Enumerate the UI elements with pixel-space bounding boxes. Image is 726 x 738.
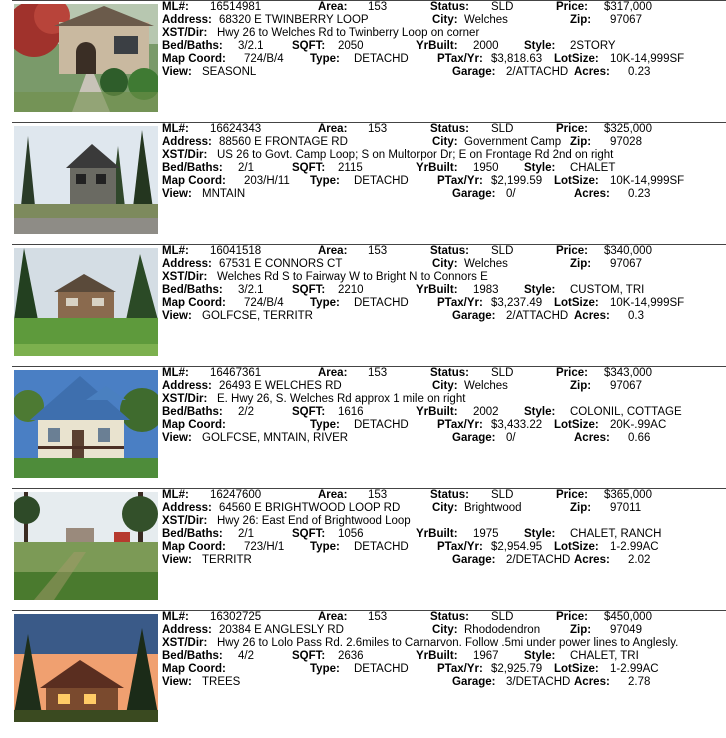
- address-value: 88560 E FRONTAGE RD: [219, 136, 348, 148]
- ml-value: 16514981: [210, 1, 262, 13]
- ml-label: ML#:: [162, 367, 189, 379]
- type-value: DETACHD: [354, 175, 409, 187]
- garage-value: 2/ATTACHD: [506, 310, 569, 322]
- garage-label: Garage:: [452, 554, 496, 566]
- price-value: $317,000: [604, 1, 652, 13]
- price-label: Price:: [556, 245, 588, 257]
- address-value: 26493 E WELCHES RD: [219, 380, 342, 392]
- yrbuilt-label: YrBuilt:: [416, 528, 458, 540]
- xst-label: XST/Dir:: [162, 393, 208, 405]
- garage-label: Garage:: [452, 188, 496, 200]
- area-label: Area:: [318, 1, 348, 13]
- price-value: $340,000: [604, 245, 652, 257]
- style-label: Style:: [524, 162, 556, 174]
- ptax-value: $2,199.59: [491, 175, 543, 187]
- sqft-value: 2115: [338, 162, 363, 174]
- area-label: Area:: [318, 611, 348, 623]
- garage-value: 3/DETACHD: [506, 676, 571, 688]
- status-label: Status:: [430, 611, 469, 623]
- status-label: Status:: [430, 245, 469, 257]
- listing-row: [0, 366, 726, 488]
- view-value: GOLFCSE, MNTAIN, RIVER: [202, 432, 349, 444]
- lotsize-value: 10K-14,999SF: [610, 297, 685, 309]
- area-value: 153: [368, 489, 388, 501]
- city-label: City:: [432, 258, 458, 270]
- status-value: SLD: [491, 611, 514, 623]
- type-label: Type:: [310, 541, 340, 553]
- status-value: SLD: [491, 489, 514, 501]
- lotsize-label: LotSize:: [554, 419, 599, 431]
- sqft-label: SQFT:: [292, 284, 326, 296]
- ml-value: 16624343: [210, 123, 262, 135]
- zip-value: 97028: [610, 136, 642, 148]
- sqft-label: SQFT:: [292, 40, 326, 52]
- address-value: 67531 E CONNORS CT: [219, 258, 343, 270]
- area-label: Area:: [318, 123, 348, 135]
- style-value: CHALET: [570, 162, 616, 174]
- style-label: Style:: [524, 284, 556, 296]
- garage-value: 2/DETACHD: [506, 554, 571, 566]
- lotsize-label: LotSize:: [554, 541, 599, 553]
- style-label: Style:: [524, 40, 556, 52]
- price-label: Price:: [556, 489, 588, 501]
- ptax-value: $3,237.49: [491, 297, 543, 309]
- view-label: View:: [162, 188, 192, 200]
- listing-row: [0, 244, 726, 366]
- style-value: CHALET, TRI: [570, 650, 639, 662]
- zip-label: Zip:: [570, 624, 592, 636]
- xst-value: E. Hwy 26, S. Welches Rd approx 1 mile on right: [217, 393, 466, 405]
- price-label: Price:: [556, 611, 588, 623]
- mapcoord-label: Map Coord:: [162, 541, 226, 553]
- city-value: Brightwood: [464, 502, 522, 514]
- address-label: Address:: [162, 258, 212, 270]
- status-label: Status:: [430, 1, 469, 13]
- mapcoord-label: Map Coord:: [162, 419, 226, 431]
- style-label: Style:: [524, 650, 556, 662]
- listing-row: [0, 610, 726, 732]
- yrbuilt-label: YrBuilt:: [416, 40, 458, 52]
- mapcoord-label: Map Coord:: [162, 175, 226, 187]
- city-value: Rhododendron: [464, 624, 541, 636]
- city-label: City:: [432, 136, 458, 148]
- view-value: MNTAIN: [202, 188, 246, 200]
- photo-image-icon: [14, 492, 158, 600]
- acres-value: 2.78: [628, 676, 651, 688]
- mapcoord-value: 723/H/1: [244, 541, 285, 553]
- sqft-value: 2210: [338, 284, 364, 296]
- area-value: 153: [368, 123, 388, 135]
- property-photo[interactable]: [14, 248, 158, 356]
- listing-row: [0, 0, 726, 122]
- yrbuilt-label: YrBuilt:: [416, 284, 458, 296]
- view-label: View:: [162, 66, 192, 78]
- lotsize-value: 10K-14,999SF: [610, 53, 685, 65]
- garage-label: Garage:: [452, 66, 496, 78]
- xst-label: XST/Dir:: [162, 515, 208, 527]
- area-value: 153: [368, 367, 388, 379]
- xst-value: Hwy 26 to Lolo Pass Rd. 2.6miles to Carnarvon. Follow .5mi under power lines to Anglesly.: [217, 637, 679, 649]
- zip-value: 97067: [610, 258, 642, 270]
- xst-label: XST/Dir:: [162, 149, 208, 161]
- lotsize-label: LotSize:: [554, 53, 599, 65]
- type-label: Type:: [310, 53, 340, 65]
- yrbuilt-value: 2000: [473, 40, 499, 52]
- mapcoord-label: Map Coord:: [162, 53, 226, 65]
- view-value: SEASONL: [202, 66, 257, 78]
- bedbaths-label: Bed/Baths:: [162, 40, 223, 52]
- type-value: DETACHD: [354, 663, 409, 675]
- ml-value: 16467361: [210, 367, 262, 379]
- zip-value: 97067: [610, 14, 642, 26]
- bedbaths-label: Bed/Baths:: [162, 162, 223, 174]
- zip-label: Zip:: [570, 502, 592, 514]
- zip-value: 97067: [610, 380, 642, 392]
- style-value: CHALET, RANCH: [570, 528, 662, 540]
- style-value: COLONIL, COTTAGE: [570, 406, 682, 418]
- status-value: SLD: [491, 1, 514, 13]
- photo-image-icon: [14, 614, 158, 722]
- type-label: Type:: [310, 175, 340, 187]
- price-value: $365,000: [604, 489, 652, 501]
- acres-label: Acres:: [574, 188, 610, 200]
- address-label: Address:: [162, 624, 212, 636]
- area-value: 153: [368, 1, 388, 13]
- address-value: 68320 E TWINBERRY LOOP: [219, 14, 369, 26]
- type-label: Type:: [310, 419, 340, 431]
- sqft-label: SQFT:: [292, 650, 326, 662]
- address-value: 20384 E ANGLESLY RD: [219, 624, 344, 636]
- ml-value: 16247600: [210, 489, 262, 501]
- style-value: 2STORY: [570, 40, 616, 52]
- acres-value: 0.23: [628, 66, 651, 78]
- address-label: Address:: [162, 136, 212, 148]
- yrbuilt-label: YrBuilt:: [416, 650, 458, 662]
- sqft-value: 2636: [338, 650, 364, 662]
- ptax-value: $2,954.95: [491, 541, 543, 553]
- ptax-label: PTax/Yr:: [437, 541, 483, 553]
- zip-label: Zip:: [570, 14, 592, 26]
- lotsize-value: 10K-14,999SF: [610, 175, 685, 187]
- xst-label: XST/Dir:: [162, 271, 208, 283]
- ml-label: ML#:: [162, 1, 189, 13]
- mapcoord-value: 724/B/4: [244, 53, 284, 65]
- acres-label: Acres:: [574, 554, 610, 566]
- acres-value: 2.02: [628, 554, 651, 566]
- status-value: SLD: [491, 245, 514, 257]
- bedbaths-label: Bed/Baths:: [162, 528, 223, 540]
- lotsize-value: 20K-.99AC: [610, 419, 667, 431]
- bedbaths-value: 2/2: [238, 406, 254, 418]
- city-label: City:: [432, 502, 458, 514]
- ml-label: ML#:: [162, 123, 189, 135]
- garage-value: 0/: [506, 188, 516, 200]
- address-label: Address:: [162, 14, 212, 26]
- type-label: Type:: [310, 663, 340, 675]
- ml-label: ML#:: [162, 489, 189, 501]
- yrbuilt-label: YrBuilt:: [416, 406, 458, 418]
- garage-label: Garage:: [452, 432, 496, 444]
- city-value: Welches: [464, 14, 508, 26]
- style-label: Style:: [524, 406, 556, 418]
- yrbuilt-value: 1983: [473, 284, 499, 296]
- bedbaths-value: 3/2.1: [238, 284, 264, 296]
- sqft-value: 2050: [338, 40, 364, 52]
- ptax-label: PTax/Yr:: [437, 419, 483, 431]
- area-label: Area:: [318, 489, 348, 501]
- garage-label: Garage:: [452, 310, 496, 322]
- acres-label: Acres:: [574, 66, 610, 78]
- type-value: DETACHD: [354, 297, 409, 309]
- price-label: Price:: [556, 123, 588, 135]
- type-value: DETACHD: [354, 53, 409, 65]
- zip-label: Zip:: [570, 136, 592, 148]
- ptax-label: PTax/Yr:: [437, 297, 483, 309]
- status-value: SLD: [491, 367, 514, 379]
- area-label: Area:: [318, 245, 348, 257]
- zip-value: 97049: [610, 624, 642, 636]
- bedbaths-value: 2/1: [238, 162, 254, 174]
- lotsize-value: 1-2.99AC: [610, 541, 659, 553]
- property-photo[interactable]: [14, 126, 158, 234]
- zip-value: 97011: [610, 502, 642, 514]
- type-value: DETACHD: [354, 541, 409, 553]
- address-value: 64560 E BRIGHTWOOD LOOP RD: [219, 502, 401, 514]
- bedbaths-value: 3/2.1: [238, 40, 264, 52]
- lotsize-label: LotSize:: [554, 297, 599, 309]
- yrbuilt-label: YrBuilt:: [416, 162, 458, 174]
- xst-label: XST/Dir:: [162, 637, 208, 649]
- city-label: City:: [432, 380, 458, 392]
- yrbuilt-value: 1975: [473, 528, 499, 540]
- photo-image-icon: [14, 248, 158, 356]
- garage-value: 2/ATTACHD: [506, 66, 569, 78]
- lotsize-value: 1-2.99AC: [610, 663, 659, 675]
- listing-row: [0, 488, 726, 610]
- xst-value: Welches Rd S to Fairway W to Bright N to Connors E: [217, 271, 488, 283]
- status-value: SLD: [491, 123, 514, 135]
- status-label: Status:: [430, 123, 469, 135]
- ml-label: ML#:: [162, 245, 189, 257]
- view-label: View:: [162, 676, 192, 688]
- ml-value: 16041518: [210, 245, 262, 257]
- property-photo[interactable]: [14, 370, 158, 478]
- city-value: Welches: [464, 380, 508, 392]
- ptax-label: PTax/Yr:: [437, 175, 483, 187]
- zip-label: Zip:: [570, 380, 592, 392]
- style-value: CUSTOM, TRI: [570, 284, 645, 296]
- address-label: Address:: [162, 502, 212, 514]
- ml-value: 16302725: [210, 611, 262, 623]
- price-value: $325,000: [604, 123, 652, 135]
- area-label: Area:: [318, 367, 348, 379]
- type-value: DETACHD: [354, 419, 409, 431]
- zip-label: Zip:: [570, 258, 592, 270]
- city-label: City:: [432, 14, 458, 26]
- area-value: 153: [368, 245, 388, 257]
- bedbaths-value: 2/1: [238, 528, 254, 540]
- sqft-value: 1056: [338, 528, 364, 540]
- acres-value: 0.66: [628, 432, 651, 444]
- view-value: GOLFCSE, TERRITR: [202, 310, 313, 322]
- sqft-value: 1616: [338, 406, 364, 418]
- view-value: TERRITR: [202, 554, 252, 566]
- yrbuilt-value: 1967: [473, 650, 499, 662]
- city-value: Government Camp: [464, 136, 562, 148]
- status-label: Status:: [430, 489, 469, 501]
- mapcoord-value: 203/H/11: [244, 175, 290, 187]
- property-photo[interactable]: [14, 492, 158, 600]
- price-value: $450,000: [604, 611, 652, 623]
- yrbuilt-value: 2002: [473, 406, 499, 418]
- view-label: View:: [162, 432, 192, 444]
- price-label: Price:: [556, 1, 588, 13]
- status-label: Status:: [430, 367, 469, 379]
- ml-label: ML#:: [162, 611, 189, 623]
- view-value: TREES: [202, 676, 241, 688]
- style-label: Style:: [524, 528, 556, 540]
- acres-label: Acres:: [574, 310, 610, 322]
- acres-value: 0.23: [628, 188, 651, 200]
- photo-image-icon: [14, 126, 158, 234]
- xst-value: Hwy 26: East End of Brightwood Loop: [217, 515, 411, 527]
- xst-value: US 26 to Govt. Camp Loop; S on Multorpor Dr; E on Frontage Rd 2nd on right: [217, 149, 614, 161]
- sqft-label: SQFT:: [292, 406, 326, 418]
- type-label: Type:: [310, 297, 340, 309]
- ptax-label: PTax/Yr:: [437, 53, 483, 65]
- city-value: Welches: [464, 258, 508, 270]
- photo-image-icon: [14, 370, 158, 478]
- garage-value: 0/: [506, 432, 516, 444]
- bedbaths-label: Bed/Baths:: [162, 284, 223, 296]
- bedbaths-label: Bed/Baths:: [162, 406, 223, 418]
- ptax-value: $2,925.79: [491, 663, 543, 675]
- mapcoord-label: Map Coord:: [162, 297, 226, 309]
- lotsize-label: LotSize:: [554, 175, 599, 187]
- yrbuilt-value: 1950: [473, 162, 499, 174]
- acres-value: 0.3: [628, 310, 644, 322]
- sqft-label: SQFT:: [292, 528, 326, 540]
- price-label: Price:: [556, 367, 588, 379]
- bedbaths-label: Bed/Baths:: [162, 650, 223, 662]
- area-value: 153: [368, 611, 388, 623]
- mapcoord-label: Map Coord:: [162, 663, 226, 675]
- address-label: Address:: [162, 380, 212, 392]
- sqft-label: SQFT:: [292, 162, 326, 174]
- ptax-value: $3,433.22: [491, 419, 543, 431]
- acres-label: Acres:: [574, 432, 610, 444]
- xst-value: Hwy 26 to Welches Rd to Twinberry Loop on corner: [217, 27, 480, 39]
- acres-label: Acres:: [574, 676, 610, 688]
- xst-label: XST/Dir:: [162, 27, 208, 39]
- listing-row: [0, 122, 726, 244]
- photo-image-icon: [14, 4, 158, 112]
- ptax-value: $3,818.63: [491, 53, 543, 65]
- price-value: $343,000: [604, 367, 652, 379]
- bedbaths-value: 4/2: [238, 650, 254, 662]
- property-photo[interactable]: [14, 4, 158, 112]
- garage-label: Garage:: [452, 676, 496, 688]
- ptax-label: PTax/Yr:: [437, 663, 483, 675]
- lotsize-label: LotSize:: [554, 663, 599, 675]
- view-label: View:: [162, 310, 192, 322]
- mapcoord-value: 724/B/4: [244, 297, 284, 309]
- property-photo[interactable]: [14, 614, 158, 722]
- view-label: View:: [162, 554, 192, 566]
- city-label: City:: [432, 624, 458, 636]
